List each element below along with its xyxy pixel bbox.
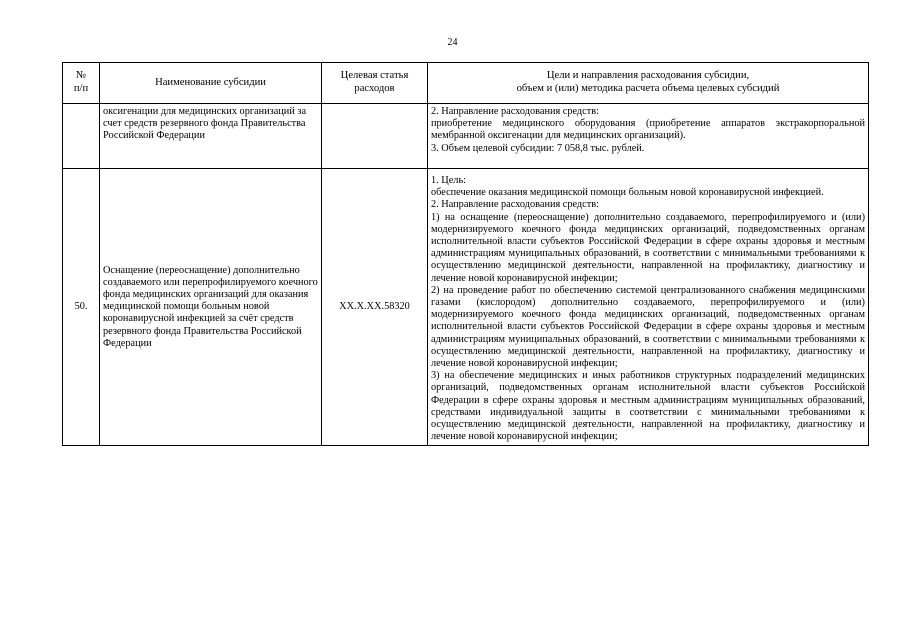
goal-line: 3. Объем целевой субсидии: 7 058,8 тыс. рублей. xyxy=(431,142,645,154)
row-goals xyxy=(428,169,869,446)
row-code xyxy=(322,104,428,169)
goal-line: 3) на обеспечение медицинских и иных работников структурных подразделений медицинских организаций, подведомственных органам исполнительной власти субъектов Российской Федерации в сфере охраны здоровья и местным администрациям муниципальных образований, средствами индивидуальной защиты в соответствии с минимальными требованиями к осуществлению медицинской деятельности, направленной на профилактику, диагностику и лечение новой коронавирусной инфекции; xyxy=(431,370,865,443)
goal-line: 1. Цель: xyxy=(431,175,466,186)
header-code-line2: расходов xyxy=(354,83,395,94)
header-code xyxy=(322,63,428,104)
goal-line: 1) на оснащение (переоснащение) дополнительно создаваемого, перепрофилируемого и (или) модернизируемого коечного фонда медицинских организаций, подведомственных органам исполнительной власти субъектов Российской Федерации в сфере охраны здоровья и местным администрациям муниципальных образований, в соответствии с минимальными требованиями к осуществлению медицинской деятельности, направленной на профилактику, диагностику и лечение новой коронавирусной инфекции; xyxy=(431,211,865,284)
header-name: Наименование субсидии xyxy=(100,63,322,104)
header-goals-line2: объем и (или) методика расчета объема целевых субсидий xyxy=(516,83,780,94)
row-num: 50. xyxy=(63,169,100,446)
row-name: Оснащение (переоснащение) дополнительно создаваемого или перепрофилируемого коечного фонда медицинских организаций для оказания медицинской помощи больным новой коронавирусной инфекцией за счёт средств резервного фонда Правительства Российской Федерации xyxy=(100,169,322,446)
goal-line: 2) на проведение работ по обеспечению системой централизованного снабжения медицинскими газами (кислородом) дополнительно создаваемого, перепрофилируемого и (или) модернизируемого коечного фонда медицинских организаций, подведомственных органам исполнительной власти субъектов Российской Федерации в сфере охраны здоровья и местным администрациям муниципальных образований, в соответствии с минимальными требованиями к осуществлению медицинской деятельности, направленной на профилактику, диагностику и лечение новой коронавирусной инфекции; xyxy=(431,284,865,370)
row-num xyxy=(63,104,100,169)
goal-line: приобретение медицинского оборудования (приобретение аппаратов экстракорпоральной мембранной оксигенации для медицинских организаций). xyxy=(431,118,865,142)
row-name: оксигенации для медицинских организаций за счет средств резервного фонда Правительства Российской Федерации xyxy=(100,104,322,169)
subsidy-table xyxy=(62,62,869,446)
row-goals xyxy=(428,104,869,169)
goal-line: 2. Направление расходования средств: xyxy=(431,199,599,211)
page-number: 24 xyxy=(447,37,458,48)
header-num xyxy=(63,63,100,104)
table-header-row xyxy=(63,63,869,104)
goal-line: обеспечение оказания медицинской помощи больным новой коронавирусной инфекцией. xyxy=(431,187,824,199)
header-goals xyxy=(428,63,869,104)
header-code-line1: Целевая статья xyxy=(340,70,409,82)
table-row xyxy=(63,169,869,446)
header-num-line1: № xyxy=(75,70,87,82)
goal-line: 2. Направление расходования средств: xyxy=(431,106,599,117)
header-goals-line1: Цели и направления расходования субсидии, xyxy=(546,70,750,82)
header-num-line2: п/п xyxy=(73,83,89,94)
table-row xyxy=(63,104,869,169)
row-code: XX.X.XX.58320 xyxy=(322,169,428,446)
